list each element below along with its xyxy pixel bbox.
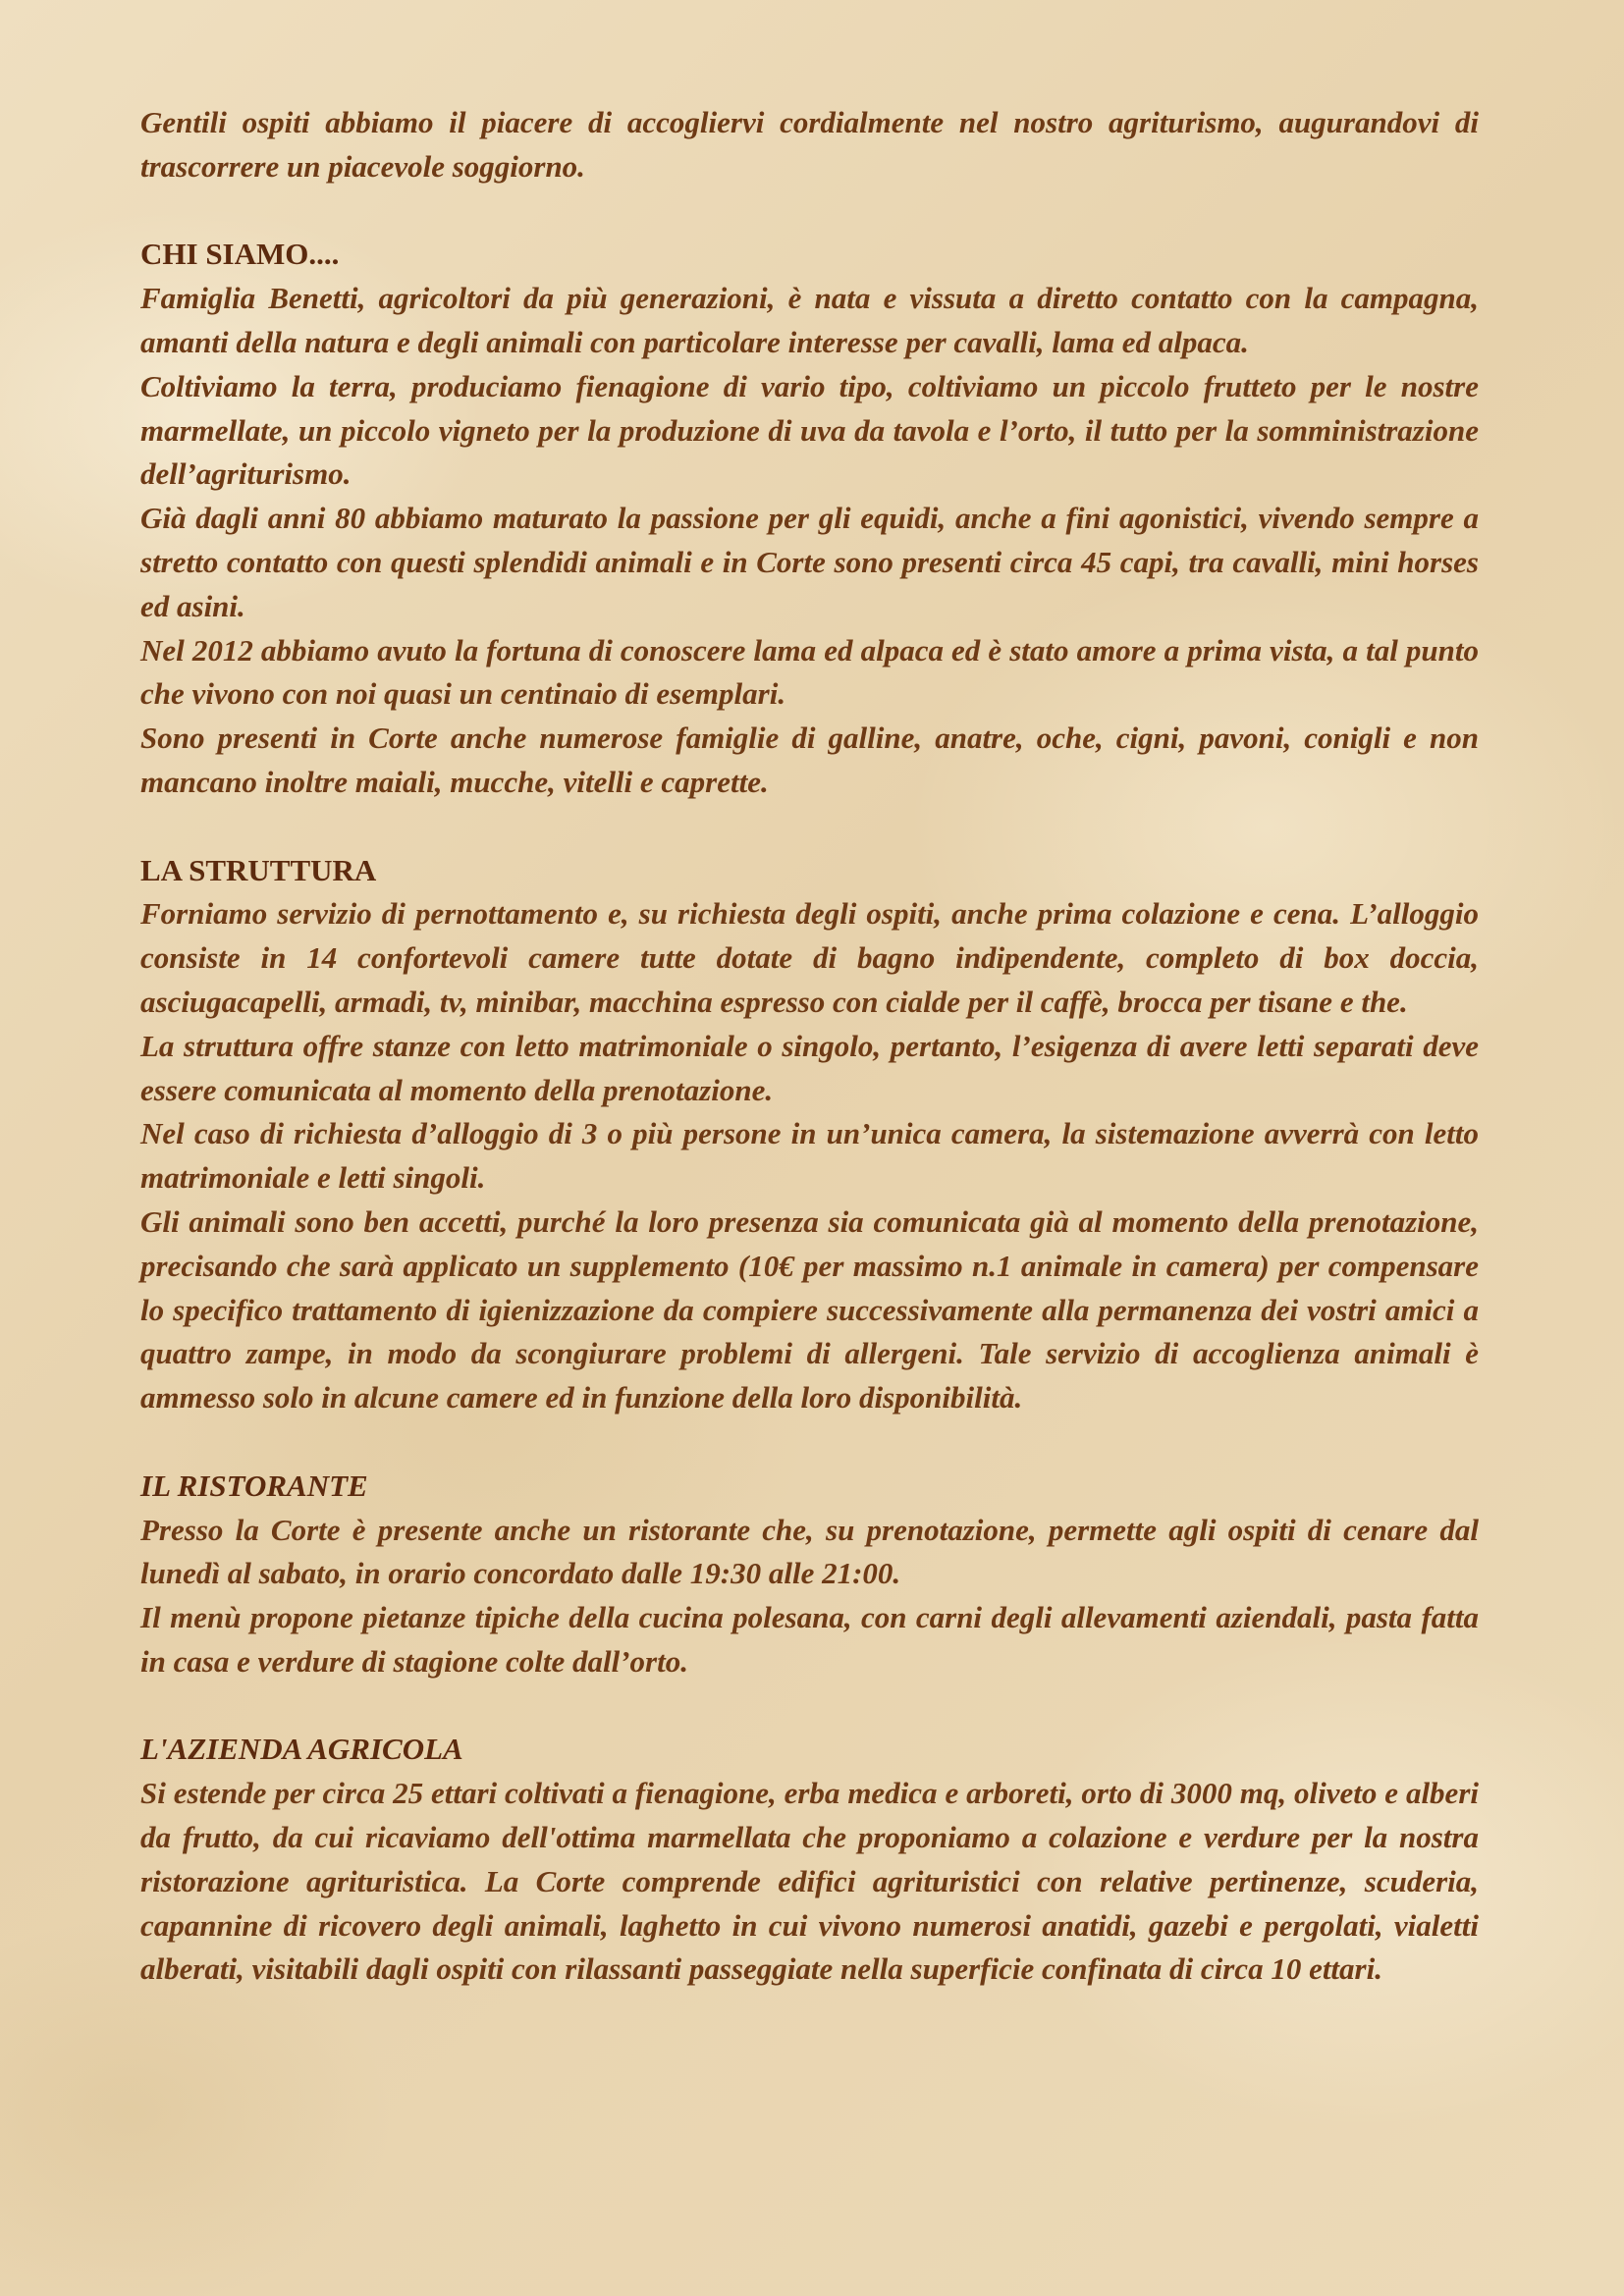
paragraph: Famiglia Benetti, agricoltori da più generazioni, è nata e vissuta a diretto contatto con la campagna, amanti della natura e degli animali con particolare interesse per cavalli, lama ed alpaca. [140,281,1479,359]
paragraph: Nel caso di richiesta d’alloggio di 3 o più persone in un’unica camera, la sistemazione avverrà con letto matrimoniale e letti singoli. [140,1116,1479,1196]
section-la-struttura [140,849,1479,1420]
intro-paragraph: Gentili ospiti abbiamo il piacere di accogliervi cordialmente nel nostro agriturismo, augurandovi di trascorrere un piacevole soggiorno. [140,105,1479,184]
section-chi-siamo [140,233,1479,804]
section-spacer [140,805,1479,849]
section-heading-il-ristorante: IL RISTORANTE [140,1468,368,1503]
paragraph: Sono presenti in Corte anche numerose famiglie di galline, anatre, oche, cigni, pavoni, conigli e non mancano inoltre maiali, mucche, vitelli e caprette. [140,721,1479,799]
paragraph: Coltiviamo la terra, produciamo fienagione di vario tipo, coltiviamo un piccolo frutteto per le nostre marmellate, un piccolo vigneto per la produzione di uva da tavola e l’orto, il tutto per la somministrazione dell’agriturismo. [140,368,1479,492]
section-spacer [140,189,1479,234]
paragraph: Nel 2012 abbiamo avuto la fortuna di conoscere lama ed alpaca ed è stato amore a prima vista, a tal punto che vivono con noi quasi un centinaio di esemplari. [140,632,1479,712]
paragraph: Già dagli anni 80 abbiamo maturato la passione per gli equidi, anche a fini agonistici, vivendo sempre a stretto contatto con questi splendidi animali e in Corte sono presenti circa 45 capi, tra cavalli, mini horses ed asini. [140,501,1479,623]
paragraph: La struttura offre stanze con letto matrimoniale o singolo, pertanto, l’esigenza di avere letti separati deve essere comunicata al momento della prenotazione. [140,1028,1479,1107]
paragraph: Il menù propone pietanze tipiche della cucina polesana, con carni degli allevamenti aziendali, pasta fatta in casa e verdure di stagione colte dall’orto. [140,1600,1479,1679]
section-il-ristorante [140,1465,1479,1684]
paragraph: Forniamo servizio di pernottamento e, su richiesta degli ospiti, anche prima colazione e cena. L’alloggio consiste in 14 confortevoli camere tutte dotate di bagno indipendente, completo di box doccia, asciugacapelli, armadi, tv, minibar, macchina espresso con cialde per il caffè, brocca per tisane e the. [140,896,1479,1019]
paragraph: Si estende per circa 25 ettari coltivati a fienagione, erba medica e arboreti, orto di 3000 mq, oliveto e alberi da frutto, da cui ricaviamo dell'ottima marmellata che proponiamo a colazione e verdure per la nostra ristorazione agrituristica. La Corte comprende edifici agrituristici con relative pertinenze, scuderia, capannine di ricovero degli animali, laghetto in cui vivono numerosi anatidi, gazebi e pergolati, vialetti alberati, visitabili dagli ospiti con rilassanti passeggiate nella superficie confinata di circa 10 ettari. [140,1776,1479,1987]
paragraph: Presso la Corte è presente anche un ristorante che, su prenotazione, permette agli ospiti di cenare dal lunedì al sabato, in orario concordato dalle 19:30 alle 21:00. [140,1512,1479,1591]
section-heading-la-struttura: LA STRUTTURA [140,852,377,887]
section-azienda-agricola [140,1728,1479,1992]
document-body [140,101,1479,1992]
section-heading-chi-siamo: CHI SIAMO.... [140,237,340,272]
section-spacer [140,1684,1479,1729]
section-spacer [140,1420,1479,1465]
section-heading-azienda-agricola: L'AZIENDA AGRICOLA [140,1732,463,1767]
paragraph: Gli animali sono ben accetti, purché la loro presenza sia comunicata già al momento della prenotazione, precisando che sarà applicato un supplemento (10€ per massimo n.1 animale in camera) per compensare lo specifico trattamento di igienizzazione da compiere successivamente alla permanenza dei vostri amici a quattro zampe, in modo da scongiurare problemi di allergeni. Tale servizio di accoglienza animali è ammesso solo in alcune camere ed in funzione della loro disponibilità. [140,1203,1479,1415]
